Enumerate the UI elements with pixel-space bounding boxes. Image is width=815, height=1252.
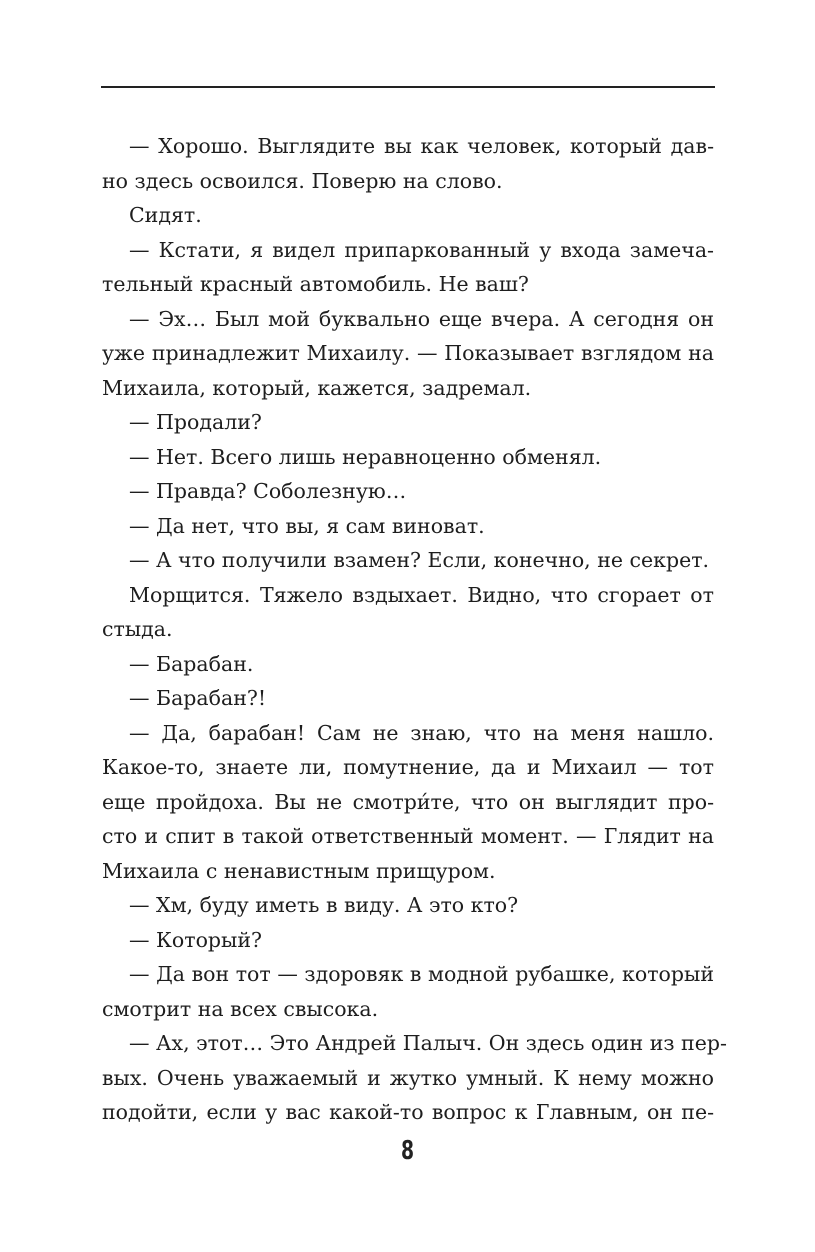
text-line: — Да нет, что вы, я сам виноват. (129, 513, 485, 538)
page-number: 8 (400, 1136, 415, 1166)
text-line: но здесь освоился. Поверю на слово. (102, 168, 503, 193)
text-line: Михаила, который, кажется, задремал. (102, 375, 532, 400)
text-line: — Да вон тот — здоровяк в модной рубашке, который (129, 962, 714, 986)
text-line: Какое-то, знаете ли, помутнение, да и Михаил — тот (102, 755, 714, 779)
header-rule (101, 86, 715, 88)
text-line: — Ах, этот… Это Андрей Палыч. Он здесь один из пер- (129, 1031, 727, 1055)
text-line: — Хорошо. Выглядите вы как человек, который дав- (129, 134, 714, 158)
text-line: — Да, барабан! Сам не знаю, что на меня нашло. (129, 720, 714, 745)
body-text (102, 129, 727, 1130)
text-line: Михаила с ненавистным прищуром. (102, 858, 496, 883)
text-line: — Продали? (129, 410, 262, 434)
text-line: — Который? (129, 927, 262, 952)
text-line: уже принадлежит Михаилу. — Показывает взглядом на (102, 341, 714, 365)
text-line: — А что получили взамен? Если, конечно, не секрет. (129, 548, 710, 572)
text-line: — Нет. Всего лишь неравноценно обменял. (129, 444, 602, 469)
text-line: — Барабан. (129, 651, 254, 676)
text-line: Сидят. (129, 203, 202, 227)
text-line: стыда. (102, 617, 173, 641)
text-line: тельный красный автомобиль. Не ваш? (102, 272, 529, 296)
text-line: — Хм, буду иметь в виду. А это кто? (129, 893, 519, 917)
text-line: сто и спит в такой ответственный момент. — Глядит на (102, 824, 714, 848)
text-line: вых. Очень уважаемый и жутко умный. К нему можно (102, 1065, 714, 1090)
text-line: — Эх… Был мой буквально еще вчера. А сегодня он (129, 306, 714, 331)
text-line: смотрит на всех свысока. (102, 996, 379, 1021)
text-line: еще пройдоха. Вы не смотри́те, что он выглядит про- (102, 789, 714, 814)
text-line: Морщится. Тяжело вздыхает. Видно, что сгорает от (129, 582, 714, 607)
text-line: подойти, если у вас какой-то вопрос к Главным, он пе- (102, 1100, 714, 1124)
text-line: — Барабан?! (129, 686, 267, 710)
text-line: — Правда? Соболезную… (129, 479, 407, 503)
text-line: — Кстати, я видел припаркованный у входа замеча- (129, 237, 714, 262)
